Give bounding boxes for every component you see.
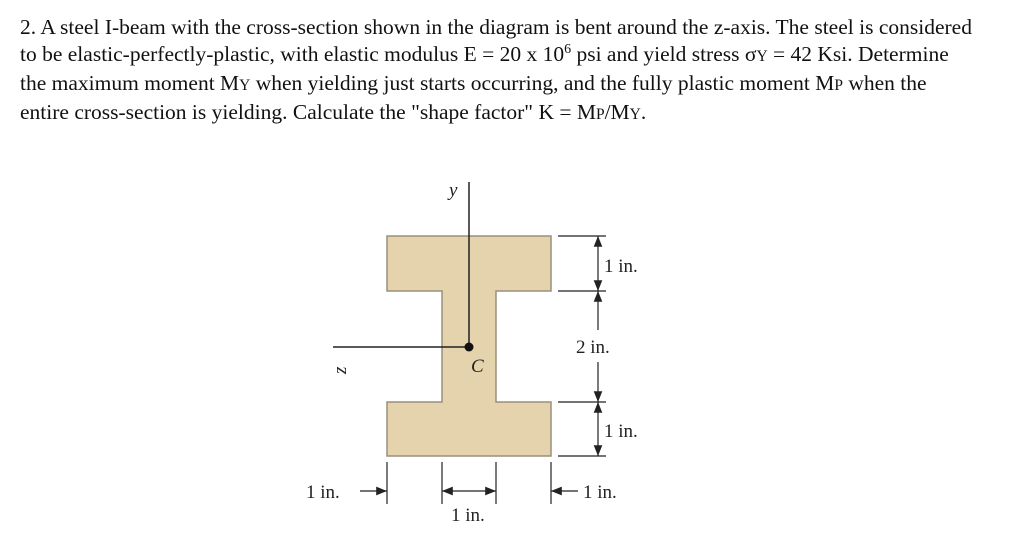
- problem-text: when the entire cross-section is yielding. Calculate the "shape factor" K = M: [20, 71, 927, 124]
- y-axis-label: y: [449, 180, 458, 201]
- dim-web-width-label: 1 in.: [451, 505, 485, 526]
- problem-text: = 42 Ksi. Determine the maximum moment M: [20, 42, 949, 95]
- subscript: Y: [629, 106, 641, 123]
- problem-text: .: [640, 100, 647, 124]
- problem-text: /M: [604, 100, 630, 124]
- problem-text: A steel I-beam with the cross-section shown in the diagram is bent around the z-axis. The steel is considered to be elastic-perfectly-plastic, with elastic modulus E = 20 x 10: [20, 15, 972, 66]
- dim-top-flange-label: 1 in.: [604, 256, 638, 277]
- subscript: P: [595, 106, 605, 123]
- dim-left-overhang-label: 1 in.: [306, 482, 340, 503]
- dim-web-label: 2 in.: [576, 337, 610, 358]
- exponent: 6: [564, 41, 572, 57]
- dim-bottom-flange-label: 1 in.: [604, 421, 638, 442]
- subscript: Y: [756, 48, 768, 65]
- problem-text: when yielding just starts occurring, and the fully plastic moment M: [250, 71, 835, 95]
- centroid-point: [465, 343, 474, 352]
- centroid-label: C: [471, 356, 484, 377]
- subscript: P: [834, 77, 843, 94]
- subscript: Y: [239, 77, 251, 94]
- problem-text: psi and yield stress σ: [571, 42, 757, 66]
- z-axis-label: z: [330, 366, 351, 374]
- dim-right-overhang-label: 1 in.: [583, 482, 617, 503]
- problem-number: 2.: [20, 15, 37, 39]
